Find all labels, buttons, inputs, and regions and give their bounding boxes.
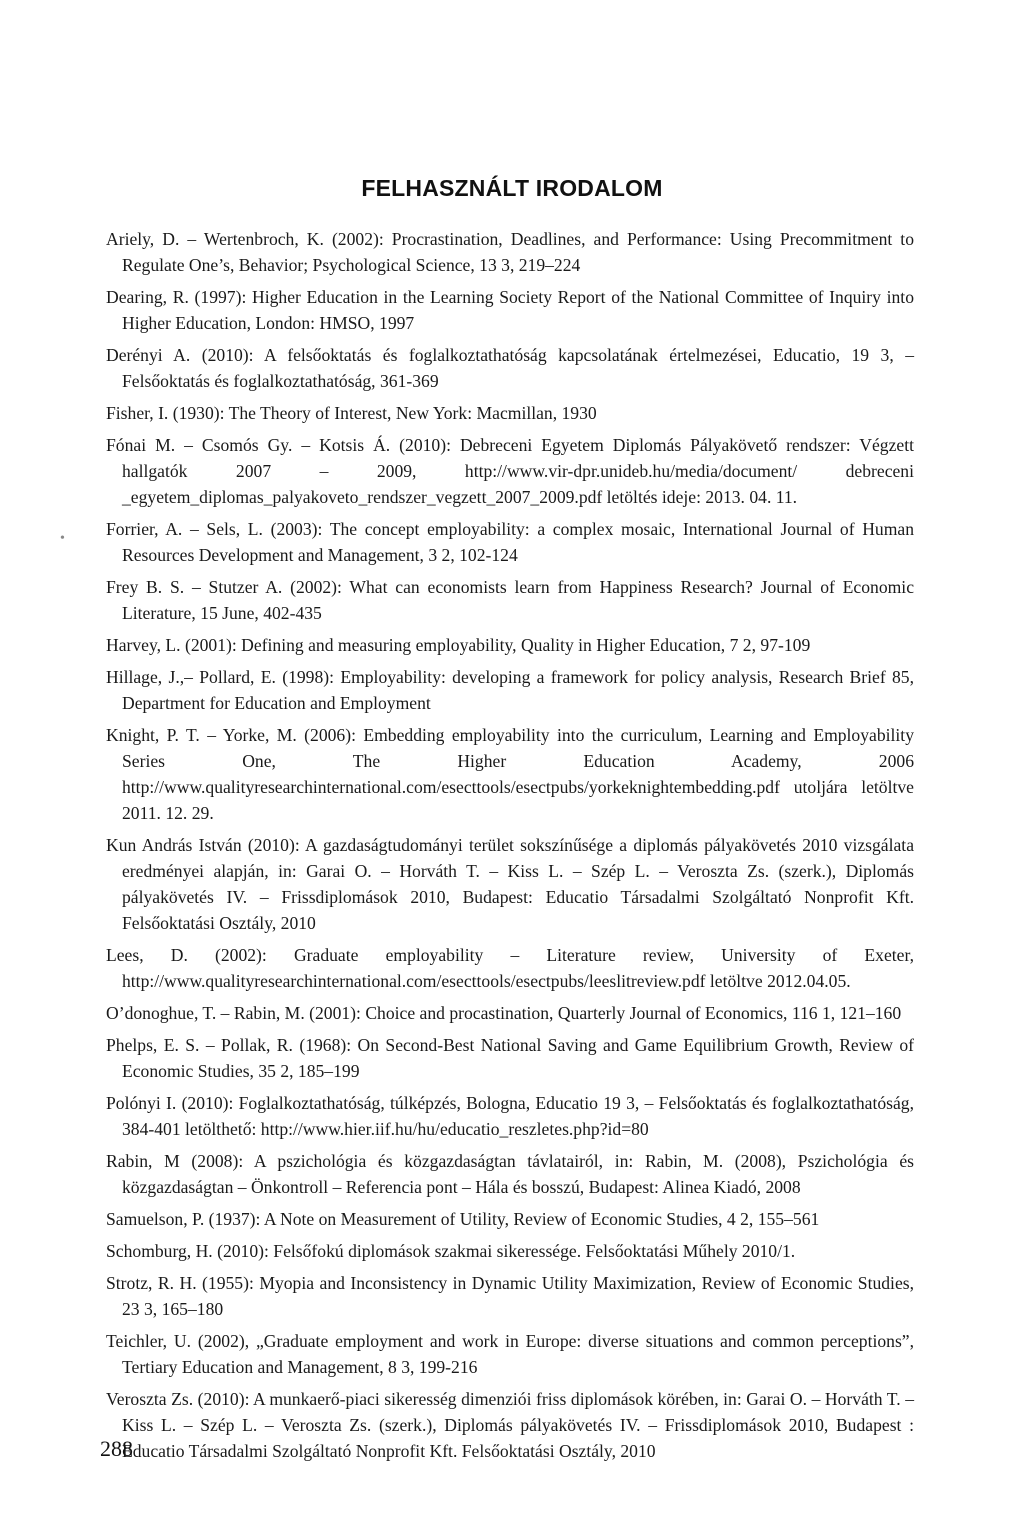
reference-item: Lees, D. (2002): Graduate employability – Literature review, University of Exeter, http://www.qualityresearchinternational.com/esecttools/esectpubs/leeslitreview.pdf letöltve 2012.04.05. <box>106 945 914 991</box>
reference-item: Dearing, R. (1997): Higher Education in the Learning Society Report of the National Committee of Inquiry into Higher Education, London: HMSO, 1997 <box>106 287 914 333</box>
reference-item: Polónyi I. (2010): Foglalkoztathatóság, túlképzés, Bologna, Educatio 19 3, – Felsőoktatás és foglalkoztathatóság, 384-401 letölthető: http://www.hier.iif.hu/hu/educatio_reszletes.php?id=80 <box>106 1093 914 1139</box>
page-title: FELHASZNÁLT IRODALOM <box>361 175 663 202</box>
reference-item: Ariely, D. – Wertenbroch, K. (2002): Procrastination, Deadlines, and Performance: Using Precommitment to Regulate One’s, Behavior; Psychological Science, 13 3, 219–224 <box>106 229 914 275</box>
reference-item: Strotz, R. H. (1955): Myopia and Inconsistency in Dynamic Utility Maximization, Review of Economic Studies, 23 3, 165–180 <box>106 1273 914 1319</box>
reference-item: Harvey, L. (2001): Defining and measuring employability, Quality in Higher Education, 7 2, 97-109 <box>106 635 811 655</box>
reference-item: Fónai M. – Csomós Gy. – Kotsis Á. (2010): Debreceni Egyetem Diplomás Pályakövető rendszer: Végzett hallgatók 2007 – 2009, http://www.vir-dpr.unideb.hu/media/document/ debreceni _egyetem_diplomas_palyakoveto_rendszer_vegzett_2007_2009.pdf letöltés ideje: 2013. 04. 11. <box>106 435 914 507</box>
reference-item: Hillage, J.,– Pollard, E. (1998): Employability: developing a framework for policy analysis, Research Brief 85, Department for Education and Employment <box>106 667 914 713</box>
reference-item: Phelps, E. S. – Pollak, R. (1968): On Second-Best National Saving and Game Equilibrium Growth, Review of Economic Studies, 35 2, 185–199 <box>106 1035 914 1081</box>
reference-item: Forrier, A. – Sels, L. (2003): The concept employability: a complex mosaic, International Journal of Human Resources Development and Management, 3 2, 102-124 <box>106 519 914 565</box>
reference-item: O’donoghue, T. – Rabin, M. (2001): Choice and procastination, Quarterly Journal of Economics, 116 1, 121–160 <box>106 1003 902 1023</box>
reference-list <box>106 226 914 1470</box>
reference-item: Rabin, M (2008): A pszichológia és közgazdaságtan távlatairól, in: Rabin, M. (2008), Pszichológia és közgazdaságtan – Önkontroll – Referencia pont – Hála és bosszú, Budapest: Alinea Kiadó, 2008 <box>106 1151 914 1197</box>
reference-item: Derényi A. (2010): A felsőoktatás és foglalkoztathatóság kapcsolatának értelmezései, Educatio, 19 3, – Felsőoktatás és foglalkoztathatóság, 361-369 <box>106 345 914 391</box>
page-number: 288 <box>100 1436 133 1461</box>
reference-item: Kun András István (2010): A gazdaságtudományi terület sokszínűsége a diplomás pályakövetés 2010 vizsgálata eredményei alapján, in: Garai O. – Horváth T. – Kiss L. – Szép L. – Veroszta Zs. (szerk.), Diplomás pályakövetés IV. – Frissdiplomások 2010, Budapest: Educatio Társadalmi Szolgáltató Nonprofit Kft. Felsőoktatási Osztály, 2010 <box>106 835 914 933</box>
reference-item: Schomburg, H. (2010): Felsőfokú diplomások szakmai sikeressége. Felsőoktatási Műhely 2010/1. <box>106 1241 796 1261</box>
reference-item: Fisher, I. (1930): The Theory of Interest, New York: Macmillan, 1930 <box>106 403 597 423</box>
reference-item: Frey B. S. – Stutzer A. (2002): What can economists learn from Happiness Research? Journal of Economic Literature, 15 June, 402-435 <box>106 577 914 623</box>
reference-item: Veroszta Zs. (2010): A munkaerő-piaci sikeresség dimenziói friss diplomások körében, in: Garai O. – Horváth T. – Kiss L. – Szép L. – Veroszta Zs. (szerk.), Diplomás pályakövetés IV. – Frissdiplomások 2010, Budapest : Educatio Társadalmi Szolgáltató Nonprofit Kft. Felsőoktatási Osztály, 2010 <box>106 1389 914 1461</box>
reference-item: Knight, P. T. – Yorke, M. (2006): Embedding employability into the curriculum, Learning and Employability Series One, The Higher Education Academy, 2006 http://www.qualityresearchinternational.com/esecttools/esectpubs/yorkeknightembedding.pdf utoljára letöltve 2011. 12. 29. <box>106 725 914 823</box>
scan-dot-mark: • <box>60 531 65 546</box>
reference-item: Samuelson, P. (1937): A Note on Measurement of Utility, Review of Economic Studies, 4 2, 155–561 <box>106 1209 820 1229</box>
reference-item: Teichler, U. (2002), „Graduate employment and work in Europe: diverse situations and common perceptions”, Tertiary Education and Management, 8 3, 199-216 <box>106 1331 914 1377</box>
